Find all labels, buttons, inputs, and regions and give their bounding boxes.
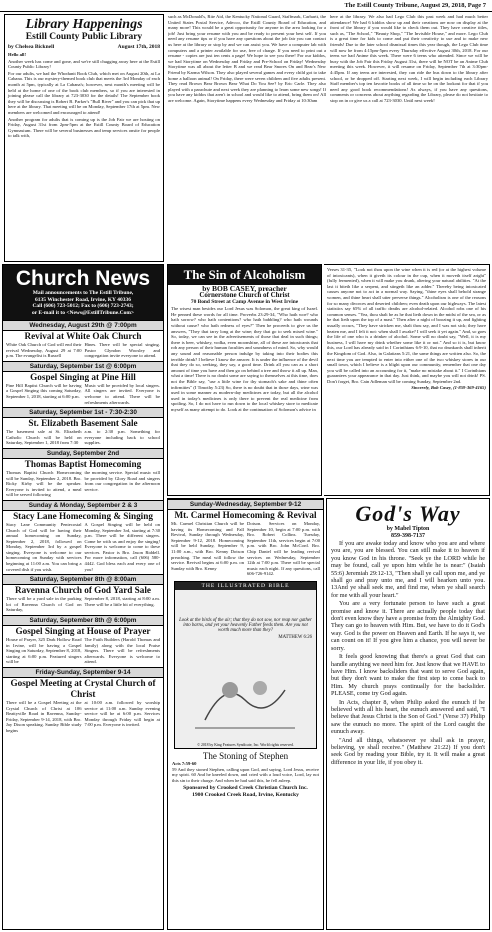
event-date-bar: Saturday, September 1st - 7:30-2:30 (3, 407, 163, 418)
sin-address: 70 Bond Street at Camp Avenue in West Irvine (190, 298, 299, 305)
church-events-list (3, 320, 163, 736)
event-date-bar: Saturday, September 8th @ 6:00pm (3, 615, 163, 626)
gods-way-box (326, 498, 490, 930)
gods-way-para: You are a very fortunate person to have such a great promise and know it. There are actually people today that don't even know they have a promise from the Almighty God. They can go to heaven with Him. But, we have to do it God's way. God is the power on Heaven and Earth. If he says it, we can count on it! If you give him a chance, you will never be sorry. (331, 600, 485, 652)
event-body (3, 596, 163, 615)
event-text-right: a.m. to 2:30 p.m. Something for everyone including back to school supplies. (84, 429, 160, 446)
sin-of-alcoholism-box (167, 264, 322, 496)
illustration-copyright: © 2018 by King Features Syndicate, Inc. World rights reserved. (197, 742, 294, 747)
event-text-left: There will be a yard sale in the parking lot of Ravenna Church of God on Saturday, (6, 596, 82, 613)
gods-way-logo: God's Way (355, 501, 461, 526)
story-text: 59 And they stoned Stephen, calling upon God, and saying, Lord Jesus, receive my spirit. 60 And he kneeled down, and cried with a loud voice, Lord, lay not this sin to their charge. And when he had said this, he fell asleep. (172, 766, 319, 783)
event-text-right: September 8, 2018, starting at 8:00 a.m. There will be a little bit of everything. (84, 596, 160, 607)
library-para: Another week has come and gone, and we're still chugging away here at the Estill County Public Library! (8, 58, 160, 70)
library-byline (8, 44, 160, 50)
sin-signature: Sincerely, Bob Casey, (1-859-369-4165) (411, 385, 486, 391)
church-news-header (3, 265, 163, 320)
event-text-right: Dotson. Services on Monday, September 10, begin at 7:00 p.m. with Bro. Robert Collins. Tuesday, September 11th, services begin at 7:00 p.m. with Bro. John McCord. Bro. Chip Daniel will be leading revival services on Wednesday, September 12th at 7:00 p.m. There will be special music each night. If any questions, call 606-726-9142. (247, 521, 320, 577)
event-body (168, 521, 323, 579)
page-header: The Estill County Tribune, August 29, 2018, Page 7 (0, 0, 492, 12)
sin-meta (168, 285, 321, 306)
sin-body-1: The wisest man besides our Lord Jesus was Solomon, the great king of Israel. He penned these words for all time. Proverbs 23:29-34, "Who hath woe? who hath sorrow? who hath contentions? who hath babbling? who hath wounds without cause? who hath redness of eyes?" Then he proceeds to give us the answers, "They that tarry long at the wine; they that go to seek mixed wine." So, today, we can see in the advertisements of those that deal in such things; there is beer, whiskey, vodka, even moonshine, all of these are intoxicants that rob any person of their human faculties and soundness of mind. So, why would any sound and reasonable person indulge by taking into their bodies this terrible drink? I believe I know the answer. It is under the influence of the devil that they do so, seeking, they say, a good time. Drink all you can as a short amount of time you have and then go on behind a tree and throw it all up. Man, what a time! There is no doubt some are saying to themselves at this time, does not the Bible say, "use a little wine for thy stomach's sake and thine often infirmities" (I Timothy 5:23) So, there is no doubt that in those days, wine was used in some manner as modern-day medicines are today, but all the alcohol used in today's medicines is only there to prevent the real medicine from spoiling. So, I do not have to run down to the local whiskey store to medicate myself as many attempt to do. Look at the continuation of Solomon's advice in (171, 306, 318, 412)
event-body (3, 383, 163, 407)
illustrated-bible-caption: THE ILLUSTRATED BIBLE (175, 582, 316, 590)
library-para: For our adults, we had the Whodunit Book Club, which met on August 20th, at La Cabana. This is our mystery-themed book club that meets the 3rd Monday of each month at 5pm, typically at La Cabana's; however, next month's meeting will be held at the home of one of the book club members, so if you are interested in joining please call the library at 723-3030 for the details! The September book they will be discussing is Robert B. Parker's "Bull River" and you can pick that up here at the library. That meeting will be on Monday, September 17th at 5pm. New members are welcomed and encouraged to attend! (8, 70, 160, 115)
event-text-left: Pine Hill Baptist Church will be having a Gospel Singing this coming Saturday, September 1, 2018, starting at 6:00 p.m. (6, 382, 82, 399)
event-body (3, 522, 163, 574)
event-date-bar: Friday-Sunday, September 9-14 (3, 667, 163, 678)
event-text-left: Stacy Lane Community Pentecostal Church of God will be having their annual homecoming on Sunday, September 2, 2018, followed on Monday, September 3rd by a gospel singing. Everyone is welcome to our homecoming on Sunday with services beginning at 11:00 a.m. You can bring a covered dish if you wish. (6, 521, 82, 572)
submit-line: 6135 Winchester Road, Irvine, KY 40336 (35, 296, 131, 303)
event-date-bar: Sunday, September 2nd (3, 448, 163, 459)
event-text-left: Thomas Baptist Church Homecoming will be Sunday, September 2, 2018. Bro. Ricky Kirby will be the speaker. Everyone is invited to attend, a meal will be served following (6, 469, 82, 498)
event-title: Stacy Lane Homecoming & Singing (13, 510, 153, 521)
event-body (3, 342, 163, 361)
event-text-right: Music will be provided by local singers. All singers are invited. Everyone is welcome to attend. There will be refreshments afterwards. (84, 382, 160, 405)
event-date-bar: Wednesday, August 29th @ 7:00pm (3, 320, 163, 331)
event-title: Revival at White Oak Church (24, 331, 142, 341)
event-text-left: White Oak Church of God will end their revival Wednesday, August 29 at 7:00 p.m. The evangelist is Russell (6, 342, 82, 359)
event-text-left: Mt. Carmel Christian Church will be having its Homecoming and Fall Revival, Sunday through Wednesday, September 9-12, 2018. Homecoming will be held Sunday, September 9, 11:00 a.m., with Bro. Kenny Dotson preaching. The meal will follow the service. Revival begins at 6:00 p.m. on Sunday with Bro. Kenny (171, 521, 244, 571)
event-date-bar: Saturday, September 8th @ 8:00am (3, 574, 163, 585)
bible-quote-text: Look at the birds of the air; that they do not sow, nor reap nor gather into barns, and yet your heavenly Father feeds them. Are you not worth much more than they? (179, 617, 312, 633)
library-para: Another program for adults that is coming up is the Job Fair we are hosting on Friday, August 31st from 2pm-5pm at the Estill County Board of Education Gymnasium. There will be several businesses and temp services onsite for people to talk with, (8, 116, 160, 139)
library-col3: here at the library. We also had Lego Club this past week and had much better attendance! We had 6 kiddos show up and their creations are now on display at the front of the library if you would like to check them out. They have creative titles, such as, "The School," "Beauty Shop," "The Invisible House," and more. Lego Club is a great time for kids to come and put their creativity to use and to make new friends! Due to the later school dismissal times this year though, the Lego Club time will now be from 4:15pm-5pm every Thursday effective August 30th, 2018. For our teens we had Anime this week. There were 6 teens who attended. Since we will be busy with the Job Fair this Friday August 31st, there will be NOT be an Anime Club meeting this week. However, it will resume on Friday, September 7th at 3:30pm-4:45pm. If any teens are interested, they can ride the bus down to the library after school, or be dropped off. Starting next week, I will begin including each Library Staff member's top ten favorite books of all time so be on the lookout for that if you need any good book recommendations! As always, if you have any questions, comments or concerns about anything regarding the Library, please do not hesitate to stop on in or give us a call at 723-3030. Until next week! (330, 14, 488, 103)
gods-way-byline: by Mabel Tipton (386, 526, 430, 532)
library-author: by Chelsea Bicknell (8, 44, 55, 50)
event-body (3, 637, 163, 667)
sin-body-2: Verses 31-35, "Look not thou upon the wine when it is red (or at the highest volume of intoxicants), when it giveth its colour in the cup, when it moveth itself aright" (fully fermented), when it will make you drunk, altering your natural abilities. "At the last it biteth like a serpent, and stingeth like an adder." Thereby being intoxicated causes anyone not to act in a normal way. Saying, "thine eyes shall behold strange women, and thine heart shall utter perverse things." Alcoholism is one of the reasons for so many divorces and deserted children; even death upon our highways. The latest statistics say 65% of all traffic deaths are alcohol-related. Alcohol robs one of his common senses. "Yea, thou shalt be as he that lieth down in the midst of the sea, or as he that lieth upon the top of a mast." Then after a night of boozing it up, and fighting usually occurs, "They have stricken me, shalt thou say, and I was not sick; they have beaten me, and I felt it not: when shall I awake? I will seek it yet again." And, so goes the life of one who is a drinker of alcohol. Some will no doubt say, "Well, it is my business, I will have my drink whether some like it or not." And so it is, but know this, our Lord has already said in I Corinthians 6:9-10, that no drunkards shall inherit the Kingdom of God. Also, in Galatians 5:21, the same things are written also. So, the next time you are tempted to enter into either one of the two whiskey stores in our small town, which I believe is a blight upon our community, remember that one day you will be called into an accounting for it, "make no mistake about it." I Corinthians guarantees your appearance in that day. Just think, and maybe you will not drink! PS. Don't forget, Bro. Cain Adleman will be coming Sunday, September 2nd. (327, 267, 486, 384)
event-text-right: The Faith Builders (Harold Thomas and family) along with the local Praise Singers. There will be refreshments afterwards. Everyone is welcome to attend. (84, 637, 160, 665)
sponsor-line: Sponsored by Crooked Creek Christian Church Inc. (183, 785, 308, 792)
event-text-left: House of Prayer, 325 Dark Hollow Road in Irvine, will be having a Gospel Singing on Saturday, September 8, 2018, starting at 6:00 p.m. Featured singers will be (6, 637, 82, 665)
gods-way-para: If you are awake today and know who you are and where you are, you are blessed. You can still make it to heaven if you know God in his throne. "Seek ye the LORD while he may be found, call ye upon him while he is near:" (Isaiah 55:6) Jeremiah 29:12-13, "Then shall ye call upon me, and ye shall go and pray unto me, and I will hearken unto you. 13And ye shall seek me, and find me, when ye shall search for me with all your heart." (331, 540, 485, 599)
library-date: August 17th, 2018 (117, 44, 160, 50)
illustration-drawing (195, 660, 295, 730)
library-col2: such as McDonald's, Rite Aid, the Kentucky National Guard, Staffmark, Carhartt, the United States Postal Service, Adecco, the Estill County Board of Education, and many more! This would be a great opportunity for anyone in the area looking for a job! Just bring your resume with you and be ready to present your best self. If you need any resume tips or if you have any questions about the job fair you can contact us here at the library or stop by and we can assist you. We have a computer lab with computers and a printer available for use, free of charge. If you need to print out a resume - copies are just ten cents a page! We hope to see you there! For our kiddos, we had Storytime on Wednesday and Friday and Pre-School on Friday! Wednesday Storytime was all about the letter B and we read Bear Snores On and Bear's New Friend by Karma Wilson. They also played several games and every child got to take home a balloon animal! On Friday, there were seven children and five adults present. They read Brown Bear Brown Bear What Do You See? by Eric Carle. They also played with a parachute and next week they are planning to learn some new songs! If you have any kiddos that aren't in school and would like to attend, bring them on! All are welcome. Again, Storytime happens every Wednesday and Friday at 10:30am (168, 14, 326, 103)
event-body (3, 470, 163, 500)
library-title: Library Happenings (25, 17, 143, 32)
sin-title: The Sin of Alcoholism (168, 265, 321, 285)
church-news-title: Church News (15, 267, 151, 290)
mt-carmel-box (167, 498, 324, 930)
event-text-right: Hines. There will be special singing. Pastor Glyndon Woosley and congregation invite everyone to attend. (84, 342, 160, 359)
event-title: Gospel Singing at Pine Hill (30, 371, 136, 382)
event-text-left: There will be a Gospel Meeting at the Crystal Church of Christ at 106 Beattyville Road in Ravenna, Sunday-Friday, September 9-14, 2018, with Bro. Jay Dixon speaking. Sunday Bible study begins (6, 700, 82, 733)
library-subtitle: Estill County Public Library (25, 32, 143, 42)
event-title: Gospel Singing at House of Prayer (15, 626, 151, 637)
gods-way-para: In Acts, chapter 8, when Philip asked the eunuch if he believed with all his heart, the eunuch answered and said, "I believe that Jesus Christ is the Son of God." (Verse 37) Philip saw the eunuch no more. The spirit of the Lord caught the eunuch away. (331, 698, 485, 736)
event-text-right: at 10:00 a.m. followed by worship service at 11:00 a.m. Sunday evening service will be at 6:00 p.m. Services Monday through Friday will begin at 7:00 p.m. Everyone is invited. (84, 700, 160, 728)
gods-way-phone: 859-398-7137 (391, 533, 425, 539)
sponsor-address: 1900 Crooked Creek Road, Irvine, Kentucky (192, 791, 299, 798)
illustrated-bible-panel (174, 581, 317, 749)
bible-quote (179, 618, 312, 640)
event-title: St. Elizabeth Basement Sale (28, 418, 138, 429)
library-col1 (8, 52, 160, 139)
event-date-bar: Sunday-Wednesday, September 9-12 (168, 499, 323, 510)
gods-way-para: It feels good knowing that there's a great God that can handle anything we need him for. Just know that we HAVE to have Him. I know backsliders that want to serve God again, but they don't want to make the first step to come back to Him. My church prays continually for the backslider. PLEASE, come try God again. (331, 653, 485, 698)
event-title: Mt. Carmel Homecoming & Revival (174, 510, 317, 520)
story-ref: Acts 7:59-60 (172, 760, 197, 766)
submit-line: Call (606) 723-5012; Fax to (606) 723-2743; (32, 303, 134, 309)
event-title: Gospel Meeting at Crystal Church of Christ (10, 678, 156, 699)
event-text-left: The basement sale at St. Elizabeth Catholic Church will be held on Saturday, September 1, 2018 from 7:30 (6, 429, 82, 446)
event-body (3, 700, 163, 736)
event-date-bar: Sunday & Monday, September 2 & 3 (3, 500, 163, 511)
gods-way-text (331, 540, 485, 766)
sin-continued-box (324, 264, 490, 496)
bible-quote-ref: MATTHEW 6:26 (278, 634, 312, 640)
library-happenings-box (4, 14, 164, 262)
story-title: The Stoning of Stephen (202, 750, 289, 761)
submit-line: Mail announcements to The Estill Tribune, (32, 290, 134, 296)
gods-way-para: "And all things, whatsoever ye shall ask in prayer, believing, ye shall receive." (Matthew 21:22) If you don't seek God by reading your Bible, try it. It will make a great difference in your life, if you obey it. (331, 736, 485, 766)
sin-church: Cornerstone Church of Christ (199, 291, 290, 300)
event-text-right: the morning service. Special music will be provided by Glory Road and singers from our congregation in the afternoon service. (84, 469, 160, 492)
event-title: Ravenna Church of God Yard Sale (14, 585, 152, 596)
event-body (3, 429, 163, 448)
event-text-right: A Gospel Singing will be held on Monday, September 3rd, starting at 7:30 p.m. There will be different singers. Come be with us and enjoy the singing! Everyone is welcome to come to these services. Pastor is Bro. Jason Riddell. For more information, call (606) 580-4442. God bless each and every one of you! (84, 521, 160, 572)
church-news-box (2, 264, 164, 930)
event-date-bar: Saturday, September 1st @ 6:00pm (3, 361, 163, 372)
submit-line: or E-mail it to <News@EstillTribune.Com> (31, 309, 135, 316)
library-para: Hello all! (8, 52, 26, 57)
sin-byline: by BOB CASEY, preacher (202, 284, 287, 293)
event-title: Thomas Baptist Homecoming (24, 458, 142, 469)
